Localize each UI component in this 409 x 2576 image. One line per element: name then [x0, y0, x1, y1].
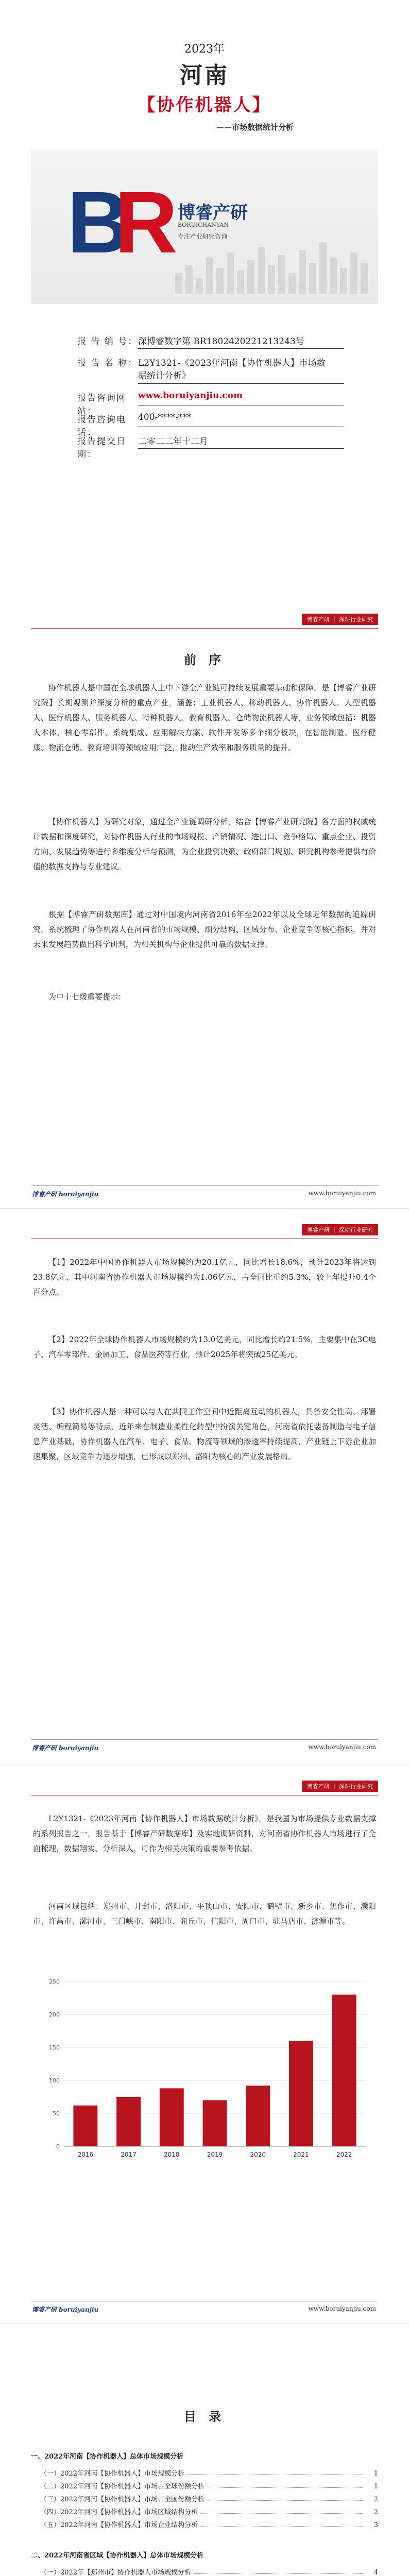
market-paragraph: 【1】2022年中国协作机器人市场规模约为20.1亿元，同比增长18.6%，预计2023年将达到23.8亿元，其中河南省协作机器人市场规模约为1.06亿元，占全国比重约5.3%，较上年提升0.4个百分点。 — [33, 1258, 376, 1297]
regions-paragraph: L2Y1321-《2023年河南【协作机器人】市场数据统计分析》，是我国为市场提供专业数据支撑的系列报告之一，报告基于【博睿产研数据库】及实地调研资料，对河南省协作机器人市场进行了全面梳理，数据翔实、分析深入，可作为相关决策的重要参考依据。 — [33, 1814, 376, 1853]
y-tick-label: 200 — [49, 2011, 60, 2018]
info-website: 报告咨询网站：www.boruiyanjiu.com — [77, 391, 334, 416]
x-tick-label: 2021 — [293, 2151, 309, 2158]
toc-section-title[interactable]: 二、2022年河南省区域【协作机器人】总体市场规模分析 — [31, 2552, 204, 2560]
market-paragraph: 【2】2022年全球协作机器人市场规模约为13.0亿美元，同比增长约21.5%，主要集中在3C电子、汽车零部件、金属加工、食品医药等行业，预计2025年将突破25亿美元。 — [33, 1335, 376, 1359]
x-tick-label: 2018 — [164, 2151, 180, 2158]
y-tick-label: 50 — [53, 2110, 60, 2117]
toc-entry-page: 4 — [373, 2569, 378, 2576]
preface-paragraph: 协作机器人是中国在全球机器人上中下游全产业链可持续发展重要基础和保障，是【博睿产业研究院】长期观测并深度分析的重点产业，涵盖：工业机器人、移动机器人、协作机器人、人型机器人、医疗机器人、服务机器人、特种机器人、教育机器人、仓储物流机器人等，业务领域包括：机器人本体、核心零部件、系统集成、应用解决方案、软件开发等多个细分板块，在智能制造、医疗健康、物流仓储、教育培训等领域应用广泛，推动生产效率和服务质量的提升。 — [33, 683, 376, 752]
bar-chart — [33, 1971, 376, 2188]
toc-entry-page: 1 — [373, 2483, 378, 2490]
regions-page — [0, 1765, 409, 2324]
toc-entry-page: 2 — [373, 2509, 378, 2516]
toc-entry[interactable] — [31, 2564, 378, 2576]
preface-page — [0, 598, 409, 1209]
y-tick-label: 100 — [49, 2077, 60, 2084]
toc-entry-title: （二）2022年河南【协作机器人】市场占全球份额分析 — [40, 2483, 205, 2490]
toc-entry[interactable] — [31, 2503, 378, 2516]
x-tick-label: 2019 — [207, 2151, 223, 2158]
bar — [332, 1995, 356, 2146]
toc-entry-title: （一）2022年河南【协作机器人】市场规模分析 — [40, 2470, 185, 2478]
info-date: 报告提交日期：二零二二年十二月 — [77, 436, 208, 460]
y-tick-label: 150 — [49, 2044, 60, 2051]
header-tag: 博睿产研 ｜ 深耕行业研究 — [302, 1224, 378, 1235]
preface-title: 前 序 — [183, 652, 226, 667]
x-tick-label: 2022 — [336, 2151, 352, 2158]
market-page — [0, 1208, 409, 1765]
toc-entry-page: 3 — [373, 2521, 378, 2529]
preface-paragraph: 【协作机器人】为研究对象，通过全产业链调研分析，结合【博睿产业研究院】各方面的权威统计数据和深度研究，对协作机器人行业的市场规模、产销情况、进出口、竞争格局、重点企业、投资方向、发展趋势等进行多维度分析与预测，为企业投资决策、政府部门规划、研究机构参考提供有价值的数据支持与专业建议。 — [33, 817, 376, 871]
toc-entry[interactable] — [31, 2516, 378, 2529]
brand-en: BORUICHANYAN — [178, 222, 229, 228]
cover-banner — [31, 149, 378, 304]
info-report-name: 报 告 名 称：L2Y1321-《2023年河南【协作机器人】市场数据统计分析》 — [77, 358, 326, 381]
preface-paragraph: 根据【博睿产研数据库】通过对中国境内河南省2016年至2022年以及全球近年数据的追踪研究，系统梳理了协作机器人在河南省的市场规模、细分结构、区域分布、企业竞争等核心指标，并对未来发展趋势做出科学研判，为相关机构与企业提供可靠的数据支撑。 — [33, 910, 376, 949]
info-phone: 报告咨询电话：400-****-*** — [77, 412, 192, 438]
footer-url[interactable]: www.boruiyanjiu.com — [308, 2305, 376, 2312]
toc-entry-title: （五）2022年河南【协作机器人】市场企业结构分析 — [40, 2521, 198, 2529]
cover-year: 2023年 — [184, 43, 225, 56]
regions-paragraph: 河南区域包括：郑州市、开封市、洛阳市、平顶山市、安阳市、鹤壁市、新乡市、焦作市、濮阳市、许昌市、漯河市、三门峡市、南阳市、商丘市、信阳市、周口市、驻马店市、济源市等。 — [33, 1902, 376, 1926]
toc-entry[interactable] — [31, 2465, 378, 2478]
y-tick-label: 0 — [56, 2143, 60, 2150]
svg-text:B: B — [67, 174, 130, 272]
footer-logo: 博睿产研 boruiyanjiu — [32, 2306, 99, 2313]
footer-logo: 博睿产研 boruiyanjiu — [32, 1191, 99, 1198]
footer-logo: 博睿产研 boruiyanjiu — [32, 1744, 99, 1752]
toc-entry-title: （四）2022年河南【协作机器人】市场区域结构分析 — [40, 2509, 198, 2516]
toc-entry[interactable] — [31, 2478, 378, 2490]
toc-entry-title: （一）2022年【郑州市】协作机器人市场规模分析 — [40, 2569, 192, 2576]
toc-entry-page: 1 — [373, 2470, 378, 2478]
bar — [289, 2041, 313, 2146]
cover-page — [0, 0, 409, 598]
svg-text:R: R — [114, 174, 178, 272]
br-logo-icon — [67, 174, 178, 273]
brand-slogan: 专注产业研究咨询 — [178, 233, 228, 240]
info-report-number: 报 告 编 号：深博睿数字第 BR1802420221213243号 — [77, 336, 304, 347]
toc-page — [0, 2324, 409, 2576]
website-link[interactable]: www.boruiyanjiu.com — [138, 391, 243, 401]
market-paragraph: 【3】协作机器人是一种可以与人在共同工作空间中近距离互动的机器人，具备安全性高、部署灵活、编程简易等特点，近年来在制造业柔性化转型中扮演关键角色，河南省依托装备制造与电子信息产业基础，协作机器人在汽车、电子、食品、物流等领域的渗透率持续提高，产业链上下游企业加速集聚，区域竞争力逐步增强，已形成以郑州、洛阳为核心的产业发展格局。 — [33, 1407, 376, 1461]
bar — [246, 2086, 270, 2146]
x-tick-label: 2020 — [250, 2151, 266, 2158]
cover-title: 【协作机器人】 — [138, 95, 271, 115]
bar — [160, 2088, 184, 2146]
header-tag: 博睿产研 ｜ 深耕行业研究 — [302, 1781, 378, 1792]
toc-section-title[interactable]: 一、2022年河南【协作机器人】总体市场规模分析 — [31, 2453, 184, 2461]
preface-note: 为中十七级重要提示： — [48, 992, 126, 1002]
header-tag: 博睿产研 ｜ 深耕行业研究 — [302, 614, 378, 625]
bar — [116, 2097, 141, 2146]
footer-url[interactable]: www.boruiyanjiu.com — [308, 1743, 376, 1751]
footer-url[interactable]: www.boruiyanjiu.com — [308, 1190, 376, 1197]
x-tick-label: 2017 — [121, 2151, 137, 2158]
toc-entry-title: （三）2022年河南【协作机器人】市场占全国份额分析 — [40, 2496, 205, 2503]
brand-name: 博睿产研 — [178, 202, 248, 223]
x-tick-label: 2016 — [77, 2151, 94, 2158]
toc-title: 目 录 — [183, 2409, 226, 2424]
y-tick-label: 250 — [49, 1978, 60, 1985]
bar — [73, 2106, 97, 2146]
cover-region: 河南 — [180, 62, 229, 89]
toc-entry-page: 2 — [373, 2496, 378, 2503]
decorative-bars — [175, 237, 371, 294]
bar — [203, 2100, 227, 2146]
toc-list — [31, 2448, 378, 2576]
cover-subtitle: ——市场数据统计分析 — [216, 123, 294, 132]
toc-entry[interactable] — [31, 2490, 378, 2503]
